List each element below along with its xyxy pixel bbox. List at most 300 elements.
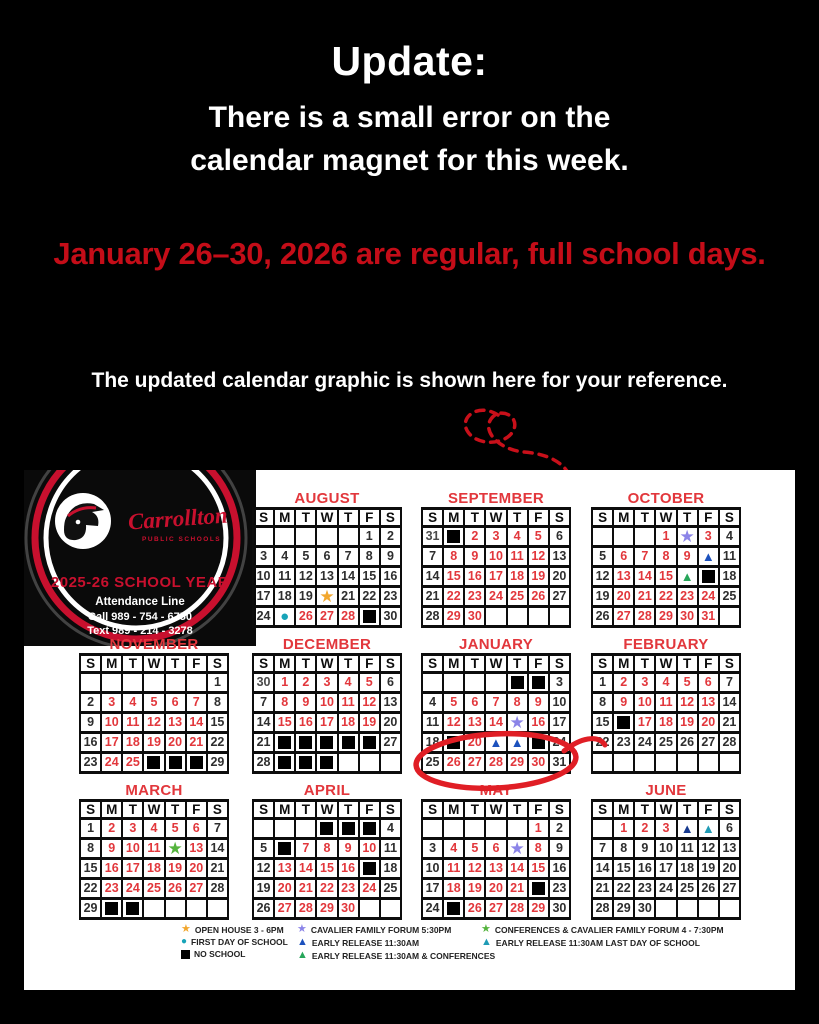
month-october — [591, 490, 741, 628]
day-cell: 28 — [719, 733, 740, 753]
event-marker-icon: ★ — [509, 713, 525, 732]
day-cell — [485, 673, 506, 693]
no-school-square-icon — [363, 610, 376, 623]
day-cell: 26 — [165, 879, 186, 899]
day-cell — [165, 753, 186, 773]
day-cell: 18 — [143, 859, 164, 879]
day-cell: 4 — [507, 527, 528, 547]
event-marker-icon: ▲ — [680, 568, 694, 584]
day-cell: 12 — [143, 713, 164, 733]
day-cell: 15 — [80, 859, 101, 879]
day-cell: 6 — [186, 819, 207, 839]
day-header: S — [380, 801, 401, 819]
day-cell: 4 — [380, 819, 401, 839]
day-cell: 14 — [422, 567, 443, 587]
day-cell: 26 — [528, 587, 549, 607]
day-cell: 13 — [719, 839, 740, 859]
day-cell — [295, 733, 316, 753]
day-cell: 2 — [613, 673, 634, 693]
day-cell — [274, 527, 295, 547]
day-cell: 29 — [316, 899, 337, 919]
day-cell: 6 — [165, 693, 186, 713]
day-cell: 28 — [207, 879, 228, 899]
day-cell: 18 — [274, 587, 295, 607]
day-cell: 21 — [422, 587, 443, 607]
day-cell — [677, 899, 698, 919]
day-cell: 20 — [274, 879, 295, 899]
day-cell: 16 — [549, 859, 570, 879]
day-cell: 23 — [549, 879, 570, 899]
day-cell: 18 — [677, 859, 698, 879]
day-cell — [316, 527, 337, 547]
day-cell: 19 — [165, 859, 186, 879]
day-cell — [80, 673, 101, 693]
day-cell: 5 — [528, 527, 549, 547]
day-header: F — [359, 509, 380, 527]
day-cell: 18 — [338, 713, 359, 733]
day-cell — [295, 527, 316, 547]
day-cell: 20 — [464, 733, 485, 753]
day-cell: 20 — [698, 713, 719, 733]
day-header: M — [443, 655, 464, 673]
day-header: W — [485, 655, 506, 673]
month-table — [252, 653, 402, 774]
day-cell — [338, 527, 359, 547]
month-november — [79, 636, 229, 774]
day-header: W — [655, 655, 676, 673]
day-cell: 24 — [485, 587, 506, 607]
day-header: F — [528, 655, 549, 673]
day-cell: 13 — [186, 839, 207, 859]
day-cell: 31 — [698, 607, 719, 627]
day-cell: 24 — [253, 607, 274, 627]
day-cell: 15 — [613, 859, 634, 879]
day-cell — [207, 899, 228, 919]
day-header: S — [253, 509, 274, 527]
day-cell — [143, 899, 164, 919]
no-school-square-icon — [447, 530, 460, 543]
day-header: S — [422, 655, 443, 673]
day-header: S — [207, 801, 228, 819]
day-cell: 12 — [443, 713, 464, 733]
day-cell — [122, 673, 143, 693]
no-school-square-icon — [320, 822, 333, 835]
day-cell: 5 — [359, 673, 380, 693]
day-cell — [655, 899, 676, 919]
day-cell: 28 — [253, 753, 274, 773]
day-cell — [592, 527, 613, 547]
day-cell: 6 — [549, 527, 570, 547]
day-header: F — [186, 801, 207, 819]
day-cell: 24 — [698, 587, 719, 607]
day-cell — [443, 673, 464, 693]
no-school-square-icon — [299, 756, 312, 769]
triangle-icon: ▲ — [481, 936, 492, 948]
day-cell: 28 — [507, 899, 528, 919]
day-cell: 8 — [592, 693, 613, 713]
month-april — [252, 782, 402, 920]
day-cell: 27 — [613, 607, 634, 627]
day-cell: 8 — [613, 839, 634, 859]
day-cell: 24 — [422, 899, 443, 919]
day-cell: 11 — [655, 693, 676, 713]
day-cell — [464, 673, 485, 693]
day-cell: 27 — [186, 879, 207, 899]
brand-subtitle: PUBLIC SCHOOLS — [142, 536, 222, 543]
day-cell: 7 — [592, 839, 613, 859]
day-cell — [485, 819, 506, 839]
month-title: APRIL — [303, 782, 351, 799]
legend-label: NO SCHOOL — [194, 949, 246, 959]
day-cell: 16 — [528, 713, 549, 733]
no-school-square-icon — [532, 676, 545, 689]
day-cell — [698, 547, 719, 567]
announcement-line-1: There is a small error on the — [208, 101, 611, 134]
day-cell: 27 — [719, 879, 740, 899]
day-cell: 19 — [253, 879, 274, 899]
school-year-label: 2025-26 SCHOOL YEAR — [50, 574, 230, 591]
day-cell: 7 — [634, 547, 655, 567]
day-cell: 28 — [295, 899, 316, 919]
day-cell: 19 — [464, 879, 485, 899]
month-table — [591, 507, 741, 628]
event-marker-icon: ▲ — [701, 820, 715, 836]
day-cell: 22 — [655, 587, 676, 607]
day-cell: 4 — [422, 693, 443, 713]
day-header: M — [274, 801, 295, 819]
day-cell: 8 — [207, 693, 228, 713]
day-cell: 18 — [422, 733, 443, 753]
day-cell: 25 — [380, 879, 401, 899]
legend-item — [181, 924, 288, 935]
day-cell: 7 — [186, 693, 207, 713]
star-icon: ★ — [481, 923, 491, 935]
day-cell — [507, 839, 528, 859]
event-marker-icon: ★ — [679, 527, 695, 546]
day-cell: 25 — [677, 879, 698, 899]
day-cell: 2 — [464, 527, 485, 547]
day-cell: 26 — [253, 899, 274, 919]
day-header: W — [485, 801, 506, 819]
day-cell — [549, 607, 570, 627]
legend-column — [297, 924, 495, 961]
day-cell — [316, 819, 337, 839]
day-header: S — [592, 801, 613, 819]
day-cell: 9 — [677, 547, 698, 567]
day-cell: 20 — [380, 713, 401, 733]
star-icon: ★ — [297, 923, 307, 935]
day-cell: 3 — [634, 673, 655, 693]
day-cell — [592, 753, 613, 773]
legend-item — [297, 924, 495, 935]
day-cell: 22 — [592, 733, 613, 753]
day-cell: 27 — [698, 733, 719, 753]
day-cell: 21 — [507, 879, 528, 899]
day-cell: 2 — [101, 819, 122, 839]
no-school-square-icon — [169, 756, 182, 769]
day-cell: 31 — [422, 527, 443, 547]
legend-item — [181, 949, 288, 959]
no-school-square-icon — [511, 676, 524, 689]
day-cell: 10 — [122, 839, 143, 859]
star-icon: ★ — [181, 923, 191, 935]
day-header: W — [316, 655, 337, 673]
day-cell — [507, 713, 528, 733]
day-cell: 1 — [359, 527, 380, 547]
day-cell: 19 — [295, 587, 316, 607]
no-school-square-icon — [299, 736, 312, 749]
legend-column — [481, 924, 724, 948]
day-cell: 23 — [80, 753, 101, 773]
day-cell: 9 — [338, 839, 359, 859]
day-header: F — [528, 801, 549, 819]
day-cell: 22 — [359, 587, 380, 607]
attendance-text-number: Text 989 - 214 - 3278 — [87, 625, 193, 637]
day-cell: 15 — [443, 567, 464, 587]
no-school-square-icon — [363, 822, 376, 835]
day-cell: 5 — [165, 819, 186, 839]
day-cell: 1 — [613, 819, 634, 839]
day-cell: 11 — [422, 713, 443, 733]
day-cell: 20 — [485, 879, 506, 899]
day-header: T — [122, 801, 143, 819]
month-table — [591, 653, 741, 774]
month-title: JUNE — [645, 782, 687, 799]
no-school-square-icon — [532, 882, 545, 895]
day-cell: 20 — [549, 567, 570, 587]
day-cell: 22 — [80, 879, 101, 899]
day-cell: 13 — [464, 713, 485, 733]
day-header: F — [359, 655, 380, 673]
day-cell: 17 — [549, 713, 570, 733]
day-cell: 10 — [253, 567, 274, 587]
month-title: FEBRUARY — [623, 636, 709, 653]
event-marker-icon: ▲ — [701, 548, 715, 564]
day-cell: 21 — [186, 733, 207, 753]
day-header: T — [295, 509, 316, 527]
reference-note: The updated calendar graphic is shown here for your reference. — [91, 369, 728, 392]
day-cell: 19 — [143, 733, 164, 753]
day-cell — [338, 819, 359, 839]
day-header: W — [655, 509, 676, 527]
day-cell — [295, 753, 316, 773]
event-marker-icon: ★ — [319, 587, 335, 606]
day-cell: 7 — [295, 839, 316, 859]
day-cell — [528, 879, 549, 899]
day-cell — [634, 527, 655, 547]
day-header: T — [464, 655, 485, 673]
day-cell: 2 — [634, 819, 655, 839]
day-cell: 20 — [613, 587, 634, 607]
day-cell: 29 — [507, 753, 528, 773]
day-cell: 26 — [295, 607, 316, 627]
month-august — [252, 490, 402, 628]
day-cell: 1 — [655, 527, 676, 547]
day-cell: 15 — [528, 859, 549, 879]
day-cell: 24 — [101, 753, 122, 773]
day-cell: 14 — [186, 713, 207, 733]
day-header: S — [719, 801, 740, 819]
day-cell: 7 — [207, 819, 228, 839]
legend-label: FIRST DAY OF SCHOOL — [191, 937, 288, 947]
day-cell — [295, 819, 316, 839]
day-cell: 20 — [186, 859, 207, 879]
day-cell — [186, 753, 207, 773]
day-cell — [613, 753, 634, 773]
day-cell: 12 — [295, 567, 316, 587]
day-cell: 17 — [316, 713, 337, 733]
day-cell: 24 — [549, 733, 570, 753]
legend-label: EARLY RELEASE 11:30AM — [311, 937, 420, 948]
day-cell: 25 — [143, 879, 164, 899]
day-cell: 8 — [359, 547, 380, 567]
day-header: T — [634, 655, 655, 673]
day-header: T — [507, 655, 528, 673]
month-title: NOVEMBER — [109, 636, 199, 653]
day-cell: 5 — [253, 839, 274, 859]
day-cell — [274, 753, 295, 773]
month-january — [421, 636, 571, 774]
day-cell: 13 — [549, 547, 570, 567]
day-cell: 1 — [80, 819, 101, 839]
legend-label: CONFERENCES & CAVALIER FAMILY FORUM 4 - 7:30PM — [494, 924, 724, 935]
day-cell — [143, 673, 164, 693]
day-cell — [677, 527, 698, 547]
day-cell: 17 — [122, 859, 143, 879]
day-header: T — [122, 655, 143, 673]
day-cell: 2 — [295, 673, 316, 693]
event-marker-icon: ▲ — [510, 734, 524, 750]
day-cell: 19 — [677, 713, 698, 733]
day-header: S — [592, 655, 613, 673]
day-cell: 5 — [677, 673, 698, 693]
day-cell: 9 — [528, 693, 549, 713]
day-cell — [507, 819, 528, 839]
day-header: S — [380, 655, 401, 673]
day-header: M — [274, 509, 295, 527]
event-marker-icon: ● — [280, 608, 290, 625]
day-cell: 29 — [207, 753, 228, 773]
day-cell: 26 — [698, 879, 719, 899]
no-school-square-icon — [126, 902, 139, 915]
day-cell: 10 — [422, 859, 443, 879]
day-cell: 14 — [295, 859, 316, 879]
day-cell: 20 — [165, 733, 186, 753]
day-header: F — [359, 801, 380, 819]
day-cell — [359, 819, 380, 839]
day-cell: 15 — [655, 567, 676, 587]
day-cell: 11 — [677, 839, 698, 859]
day-header: T — [295, 655, 316, 673]
month-title: DECEMBER — [282, 636, 372, 653]
legend-label: EARLY RELEASE 11:30AM & CONFERENCES — [311, 950, 496, 961]
day-cell: 11 — [143, 839, 164, 859]
legend-item — [481, 937, 724, 948]
day-cell — [274, 839, 295, 859]
no-school-square-icon — [702, 570, 715, 583]
day-header: T — [165, 655, 186, 673]
day-header: T — [464, 801, 485, 819]
day-cell — [613, 527, 634, 547]
day-cell: 8 — [316, 839, 337, 859]
day-cell — [380, 899, 401, 919]
day-cell: 15 — [207, 713, 228, 733]
day-cell: 13 — [165, 713, 186, 733]
month-table — [591, 799, 741, 920]
day-cell: 26 — [592, 607, 613, 627]
day-cell: 29 — [80, 899, 101, 919]
day-cell: 8 — [274, 693, 295, 713]
event-marker-icon: ★ — [509, 839, 525, 858]
event-marker-icon: ▲ — [489, 734, 503, 750]
brand-name: Carrollton — [127, 502, 229, 535]
day-cell: 4 — [443, 839, 464, 859]
no-school-square-icon — [447, 902, 460, 915]
legend-item — [297, 950, 495, 961]
day-cell: 10 — [655, 839, 676, 859]
day-header: T — [295, 801, 316, 819]
month-table — [252, 799, 402, 920]
day-header: M — [443, 801, 464, 819]
day-header: S — [549, 655, 570, 673]
day-cell: 23 — [338, 879, 359, 899]
day-cell — [165, 899, 186, 919]
day-cell: 12 — [464, 859, 485, 879]
day-cell: 9 — [101, 839, 122, 859]
circle-icon: ● — [181, 936, 188, 947]
day-header: F — [698, 509, 719, 527]
day-cell: 28 — [634, 607, 655, 627]
day-cell: 12 — [253, 859, 274, 879]
month-table — [79, 799, 229, 920]
day-cell: 3 — [316, 673, 337, 693]
day-cell: 12 — [698, 839, 719, 859]
day-header: T — [634, 509, 655, 527]
month-september — [421, 490, 571, 628]
day-cell: 7 — [719, 673, 740, 693]
day-header: S — [80, 801, 101, 819]
no-school-square-icon — [320, 756, 333, 769]
day-cell: 9 — [295, 693, 316, 713]
month-title: MARCH — [125, 782, 183, 799]
day-cell: 9 — [613, 693, 634, 713]
no-school-square-icon — [447, 736, 460, 749]
day-cell: 21 — [295, 879, 316, 899]
day-cell: 14 — [719, 693, 740, 713]
no-school-square-icon — [278, 842, 291, 855]
day-cell: 11 — [443, 859, 464, 879]
day-cell: 10 — [101, 713, 122, 733]
day-cell: 23 — [634, 879, 655, 899]
day-cell: 15 — [316, 859, 337, 879]
day-cell: 21 — [338, 587, 359, 607]
day-cell: 16 — [634, 859, 655, 879]
day-cell: 18 — [655, 713, 676, 733]
day-cell: 18 — [380, 859, 401, 879]
day-cell: 17 — [485, 567, 506, 587]
day-cell: 10 — [634, 693, 655, 713]
day-header: M — [613, 509, 634, 527]
no-school-square-icon — [342, 822, 355, 835]
day-cell: 8 — [443, 547, 464, 567]
day-cell: 21 — [592, 879, 613, 899]
day-cell: 16 — [295, 713, 316, 733]
day-cell: 13 — [274, 859, 295, 879]
day-cell: 12 — [359, 693, 380, 713]
day-cell: 22 — [443, 587, 464, 607]
day-cell: 11 — [122, 713, 143, 733]
day-header: S — [549, 509, 570, 527]
